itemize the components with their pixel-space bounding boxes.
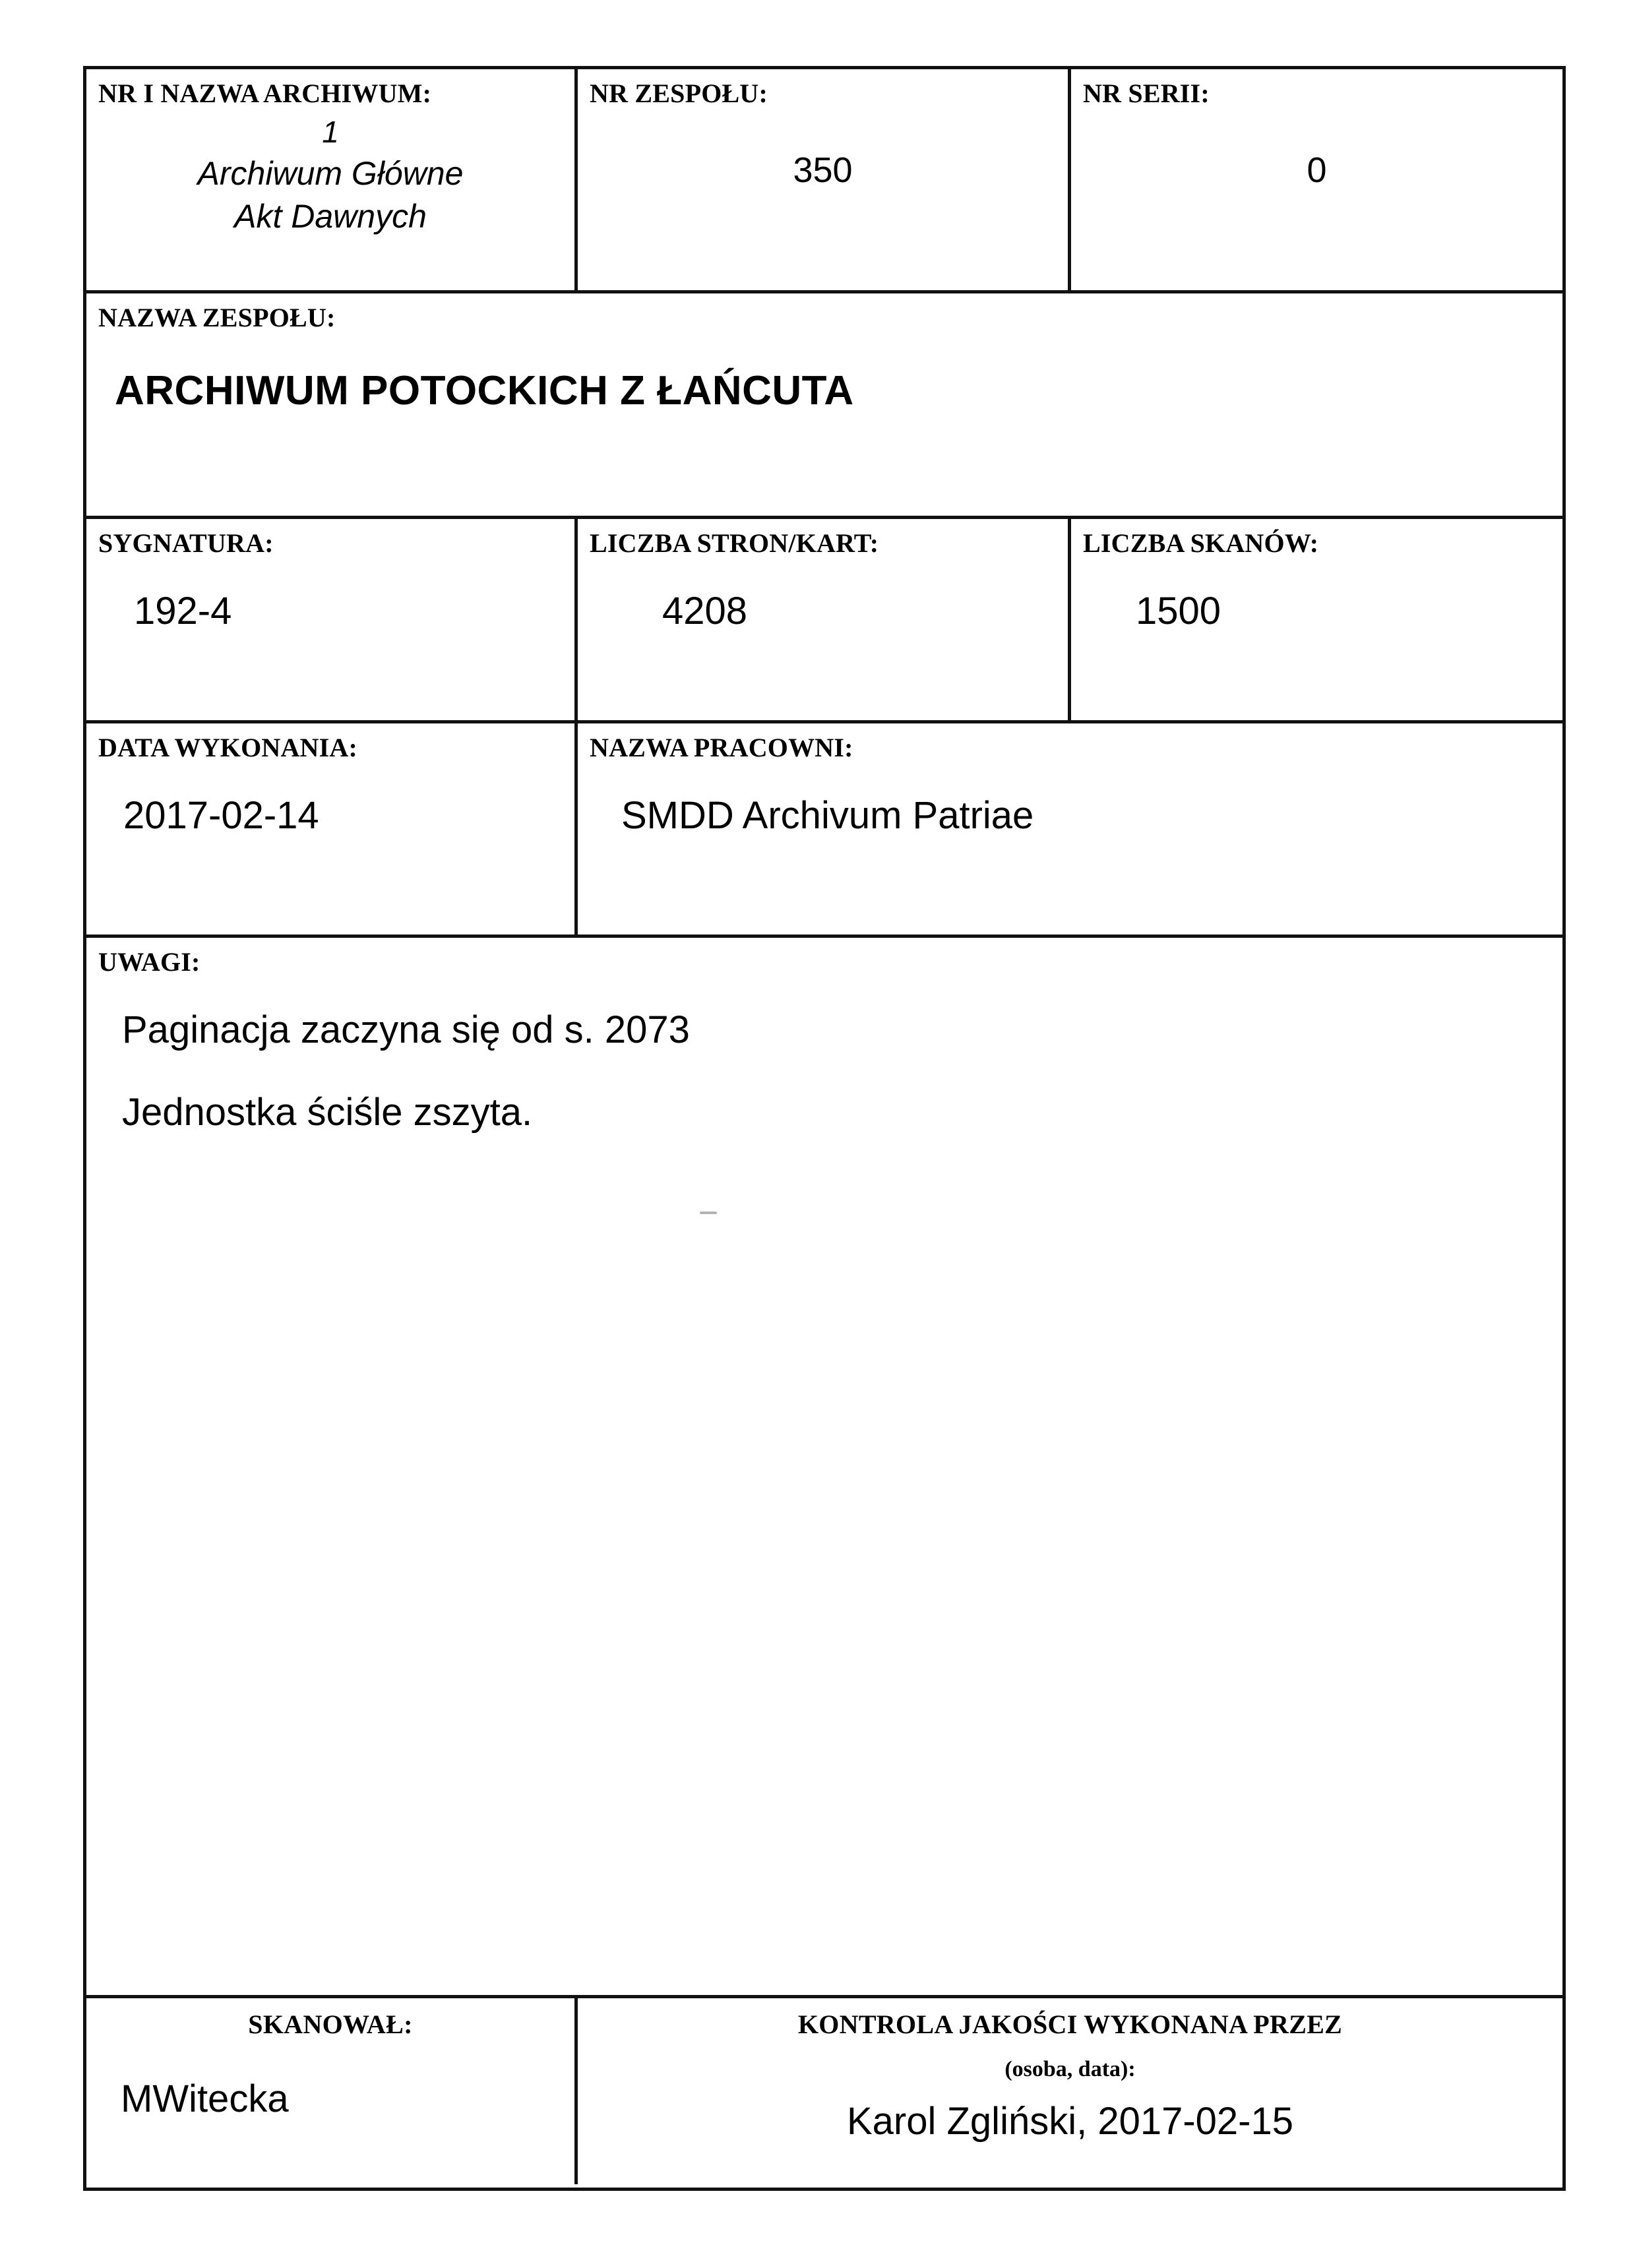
- table-row-execution: [86, 720, 1562, 935]
- archive-number: 1: [322, 115, 339, 149]
- cell-workshop: [574, 723, 1562, 935]
- quality-control-sublabel: (osoba, data):: [1004, 2057, 1136, 2081]
- note-line: Jednostka ściśle zszyta.: [122, 1091, 533, 1134]
- scans-label: LICZBA SKANÓW:: [1083, 528, 1319, 558]
- execution-date-label: DATA WYKONANIA:: [98, 733, 358, 762]
- table-row-counts: [86, 516, 1562, 720]
- table-row-notes: [86, 935, 1562, 1995]
- pages-value: 4208: [662, 590, 748, 632]
- archive-label: NR I NAZWA ARCHIWUM:: [98, 78, 432, 108]
- cell-execution-date: [86, 723, 574, 935]
- cell-signature: [86, 519, 574, 720]
- execution-date-value: 2017-02-14: [123, 794, 319, 837]
- notes-body: [98, 1008, 1562, 1134]
- table-row-footer: [86, 1995, 1562, 2184]
- scanned-by-label: SKANOWAŁ:: [248, 2009, 413, 2039]
- fonds-number-label: NR ZESPOŁU:: [590, 78, 768, 108]
- signature-value: 192-4: [134, 590, 232, 632]
- fonds-name-label: NAZWA ZESPOŁU:: [98, 303, 336, 332]
- workshop-label: NAZWA PRACOWNI:: [590, 733, 853, 762]
- scan-artifact-mark: [700, 1211, 717, 1214]
- archive-name-line-2: Akt Dawnych: [234, 197, 427, 235]
- note-line: Paginacja zaczyna się od s. 2073: [122, 1008, 690, 1051]
- cell-fonds-number: [574, 69, 1068, 290]
- archive-name-line-1: Archiwum Główne: [197, 154, 464, 192]
- archive-value-block: [98, 113, 574, 238]
- cell-notes: [86, 938, 1562, 1995]
- series-number-value: 0: [1307, 150, 1327, 190]
- metadata-table: [83, 66, 1566, 2191]
- cell-pages: [574, 519, 1068, 720]
- cell-quality-control: [574, 1998, 1562, 2184]
- quality-control-label: KONTROLA JAKOŚCI WYKONANA PRZEZ: [797, 2009, 1343, 2039]
- cell-scanned-by: [86, 1998, 574, 2184]
- fonds-number-value: 350: [793, 150, 853, 190]
- signature-label: SYGNATURA:: [98, 528, 274, 558]
- table-row-archive: [86, 69, 1562, 290]
- table-row-fonds-name: [86, 290, 1562, 516]
- cell-archive: [86, 69, 574, 290]
- cell-fonds-name: [86, 293, 1562, 516]
- series-number-label: NR SERII:: [1083, 78, 1210, 108]
- cell-series-number: [1068, 69, 1562, 290]
- notes-label: UWAGI:: [98, 947, 201, 977]
- workshop-value: SMDD Archivum Patriae: [621, 794, 1034, 837]
- quality-control-value: Karol Zgliński, 2017-02-15: [846, 2100, 1294, 2143]
- cell-scans: [1068, 519, 1562, 720]
- pages-label: LICZBA STRON/KART:: [590, 528, 879, 558]
- fonds-name-value: ARCHIWUM POTOCKICH Z ŁAŃCUTA: [115, 368, 854, 414]
- scanned-by-value: MWitecka: [121, 2077, 289, 2120]
- scans-value: 1500: [1136, 590, 1221, 632]
